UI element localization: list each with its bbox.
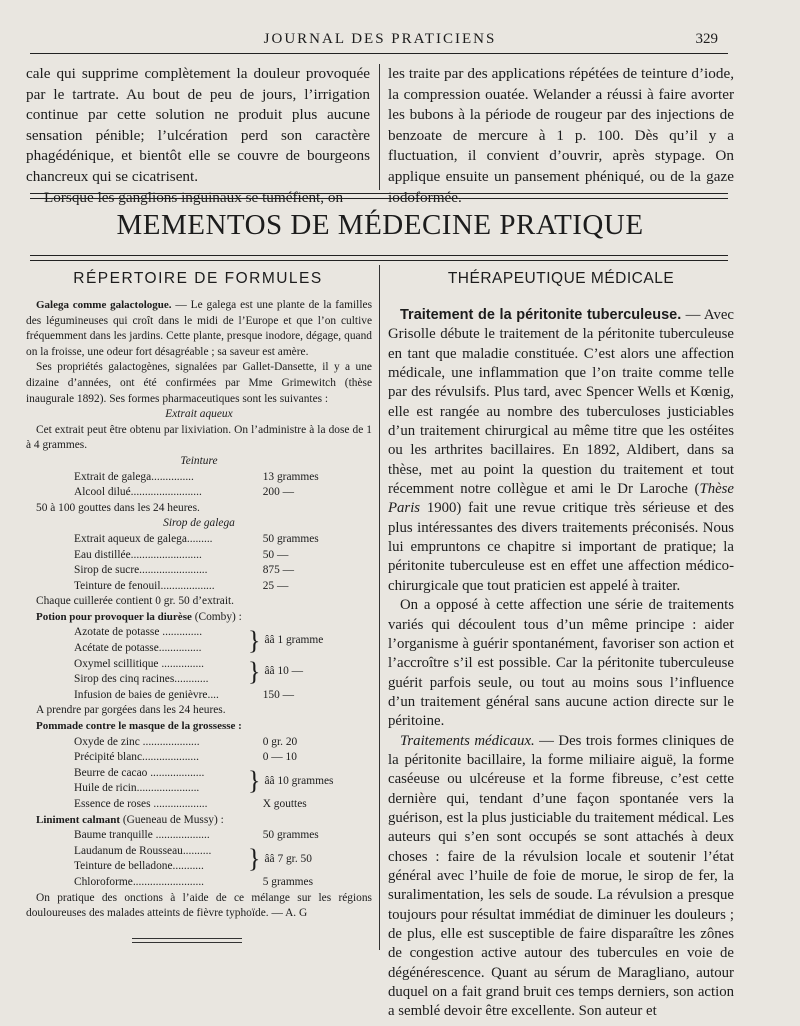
quantity: 50 grammes — [262, 829, 319, 842]
quantity: 0 gr. 20 — [262, 735, 298, 748]
ingredient: Infusion de baies de genièvre.... — [74, 688, 219, 701]
ingredient: Extrait de galega............... — [74, 470, 194, 483]
dose-note: 50 à 100 gouttes dans les 24 heures. — [36, 501, 200, 514]
quantity: ââ 7 gr. 50 — [264, 852, 312, 865]
paragraph: On pratique des onctions à l’aide de ce mélange sur les régions douloureuses des malades atteints de fièvre typhoïde. — A. G — [26, 891, 372, 920]
therapeutics-column — [388, 306, 734, 1022]
quantity: ââ 10 grammes — [264, 774, 334, 787]
quantity: ââ 1 gramme — [264, 634, 324, 647]
formula-row — [26, 485, 372, 501]
brace: } — [248, 657, 261, 687]
formula-row — [26, 470, 372, 486]
dose-note: Chaque cuillerée contient 0 gr. 50 d’extrait. — [36, 595, 235, 608]
formula-row — [26, 563, 372, 579]
dose-note: A prendre par gorgées dans les 24 heures. — [36, 704, 226, 717]
ingredient: Acétate de potasse............... — [74, 642, 202, 655]
right-heading: THÉRAPEUTIQUE MÉDICALE — [447, 270, 675, 287]
formula-group — [26, 657, 372, 688]
galega-title: Galega comme galactologue. — [36, 299, 172, 311]
ingredient: Beurre de cacao ................... — [74, 766, 205, 779]
formula-row — [26, 735, 372, 751]
quantity: 13 grammes — [262, 470, 319, 483]
journal-title: JOURNAL DES PRATICIENS — [263, 31, 497, 47]
quantity: 150 — — [262, 688, 295, 701]
ingredient: Sirop de sucre........................ — [74, 564, 208, 577]
ingredient: Essence de roses ................... — [74, 798, 208, 810]
teinture-title: Teinture — [180, 454, 218, 467]
paragraph — [388, 306, 734, 596]
brace: } — [248, 766, 261, 796]
sirop-title: Sirop de galega — [163, 517, 235, 530]
potion-heading — [26, 610, 372, 626]
quantity: ââ 10 — — [264, 665, 304, 678]
text-span: — Des trois formes cliniques de la péritonite bacillaire, la forme miliaire aiguë, la forme caséeuse ou ulcéreuse et la forme fibreuse, c’est cette dernière qui, tendant d’une façon spontanée vers la guérison, est la plus justiciable du traitement médical. Les auteurs qui s’en sont occupés se sont attachés à deux choses : faire de la révulsion locale et soutenir l’état général avec l’huile de foie de morue, le sirop de fer, la suralimentation, les sels de soude. La révulsion a presque toujours pour résultat immédiat de diminuer les douleurs ; de plus, elle est susceptible de faire disparaître les zônes de congestion active autour des tubercules en voie de dégénérescence. Quant au sérum de Maragliano, autour duquel on a fait grand bruit ces temps derniers, son action a semblé devoir être excellente. Son auteur et — [388, 732, 734, 1020]
paragraph: Ses propriétés galactogènes, signalées par Gallet-Dansette, il y a une dizaine d’années, ont été confirmées par Mme Grimewitch (thèse inaugurale 1892). Ses formes pharmaceutiques sont les suivantes : — [26, 361, 372, 405]
end-rule — [132, 938, 242, 943]
top-right-column — [388, 64, 734, 208]
paragraph: les traite par des applications répétées de teinture d’iode, la compression ouatée. Welander a réussi à faire avorter les bubons à la période de rougeur par des injections de benzoate de mercure à 1 p. 100. Dès qu’il y a fluctuation, il convient d’ouvrir, après stypage. On applique ensuite un pansement phéniqué, ou de la gaze iodoformée. — [388, 65, 734, 206]
text-span: 1900) fait une revue critique très sérieuse et des plus intéressantes des divers traitements préconisés. Nous lui empruntons ce chapitre si important de pratique; la péritonite tuberculeuse est en effet une affection médico-chirurgicale que tout praticien est appelé à traiter. — [388, 500, 734, 594]
text-span: — Avec Grisolle débute le traitement de la péritonite tuberculeuse en tant que maladie constituée. C’est alors une affection médicale, une inflammation que l’on traite comme telle par des révulsifs. Plus tard, avec Spencer Wells et Kœnig, elle est rangée au nombre des tuberculoses justiciables d’un traitement chirurgical au même titre que les ostéites ou les arthrites bacillaires. En 1892, Aldibert, dans sa thèse, met au point la question du traitement et tout récemment notre collègue et ami le Dr Laroche ( — [388, 307, 734, 498]
article-title: Traitement de la péritonite tuberculeuse. — [400, 307, 682, 323]
paragraph: Lorsque les ganglions inguinaux se tuméfient, on — [44, 188, 344, 206]
quantity: 875 — — [262, 564, 295, 577]
liniment-heading — [26, 813, 372, 829]
ingredient: Oxyde de zinc .................... — [74, 735, 200, 748]
ingredient: Azotate de potasse .............. — [74, 626, 203, 639]
quantity: 50 grammes — [262, 532, 319, 545]
subheading: Traitements médicaux. — [400, 732, 535, 749]
brace: } — [248, 626, 261, 656]
paragraph: cale qui supprime complètement la douleur provoquée par le tartrate. Au bout de peu de jours, l’irrigation continue par cette solution ne produit plus aucune sensation pénible; l’ulcération perd son caractère phagédénique, et bientôt elle se couvre de bourgeons chancreux qui se cicatrisent. — [26, 65, 370, 185]
column-divider — [379, 64, 380, 190]
ingredient: Teinture de belladone........... — [74, 860, 204, 873]
ingredient: Laudanum de Rousseau.......... — [74, 844, 212, 857]
liniment-title: Liniment calmant — [36, 813, 121, 826]
potion-title: Potion pour provoquer la diurèse — [36, 610, 192, 623]
quantity: 5 grammes — [262, 875, 314, 888]
ingredient: Alcool dilué......................... — [74, 486, 202, 499]
formula-row — [26, 797, 372, 813]
formula-row — [26, 750, 372, 766]
ingredient: Eau distillée......................... — [74, 548, 202, 561]
formula-group — [26, 844, 372, 875]
liniment-author: (Gueneau de Mussy) : — [120, 813, 224, 826]
pommade-title: Pommade contre le masque de la grossesse : — [36, 720, 242, 733]
ingredient: Chloroforme......................... — [74, 875, 205, 888]
ingredient: Oxymel scillitique ............... — [74, 657, 205, 670]
formula-row — [26, 548, 372, 564]
brace: } — [248, 844, 261, 874]
formula-row — [26, 828, 372, 844]
quantity: 200 — — [262, 486, 295, 499]
running-head — [0, 31, 800, 51]
quantity: 25 — — [262, 579, 289, 592]
page-number: 329 — [695, 31, 718, 47]
top-left-column — [26, 64, 370, 208]
formula-row — [26, 579, 372, 595]
formula-group — [26, 766, 372, 797]
quantity: 0 — 10 — [262, 751, 297, 764]
ingredient: Précipité blanc.................... — [74, 751, 199, 764]
section-double-rule — [30, 193, 728, 199]
formula-row — [26, 688, 372, 704]
paragraph — [388, 732, 734, 1022]
section-title: MEMENTOS DE MÉDECINE PRATIQUE — [116, 209, 644, 241]
formula-group — [26, 625, 372, 656]
galega-text: — Le galega est une plante de la familles des légumineuses qui croît dans le midi de l’Europe et que l’on cultive fréquemment dans les jardins. Cette plante, presque inodore, dégage, quand on la froisse, une odeur fort désagréable ; sa saveur est amère. — [26, 299, 372, 358]
ingredient: Sirop des cinq racines............ — [74, 673, 209, 686]
ingredient: Extrait aqueux de galega......... — [74, 532, 213, 545]
formula-row — [26, 532, 372, 548]
potion-author: (Comby) : — [191, 610, 242, 623]
header-rule — [30, 53, 728, 54]
formulas-column — [26, 298, 372, 922]
title-double-rule — [30, 255, 728, 261]
ingredient: Teinture de fenouil................... — [74, 579, 215, 592]
extrait-title: Extrait aqueux — [165, 408, 233, 421]
paragraph: Cet extrait peut être obtenu par lixiviation. On l’administre à la dose de 1 à 4 grammes. — [26, 423, 372, 452]
ingredient: Baume tranquille ................... — [74, 829, 210, 842]
ingredient: Huile de ricin...................... — [74, 782, 200, 795]
quantity: 50 — — [262, 548, 289, 561]
quantity: X gouttes — [262, 798, 307, 810]
citation: Thèse Paris — [388, 481, 734, 517]
column-divider — [379, 265, 380, 950]
paragraph: On a opposé à cette affection une série de traitements variés qui découlent tous d’un même principe : aider l’organisme à guérir spontanément, favoriser son action et l’accroître s’il est possible. Car la péritonite tuberculeuse guérit parfois seule, ou tout au moins sous l’influence d’un traitement général sans aucune action directe sur le péritoine. — [388, 597, 734, 730]
galega-paragraph — [26, 298, 372, 360]
formula-row — [26, 875, 372, 891]
left-heading: RÉPERTOIRE DE FORMULES — [73, 270, 323, 287]
